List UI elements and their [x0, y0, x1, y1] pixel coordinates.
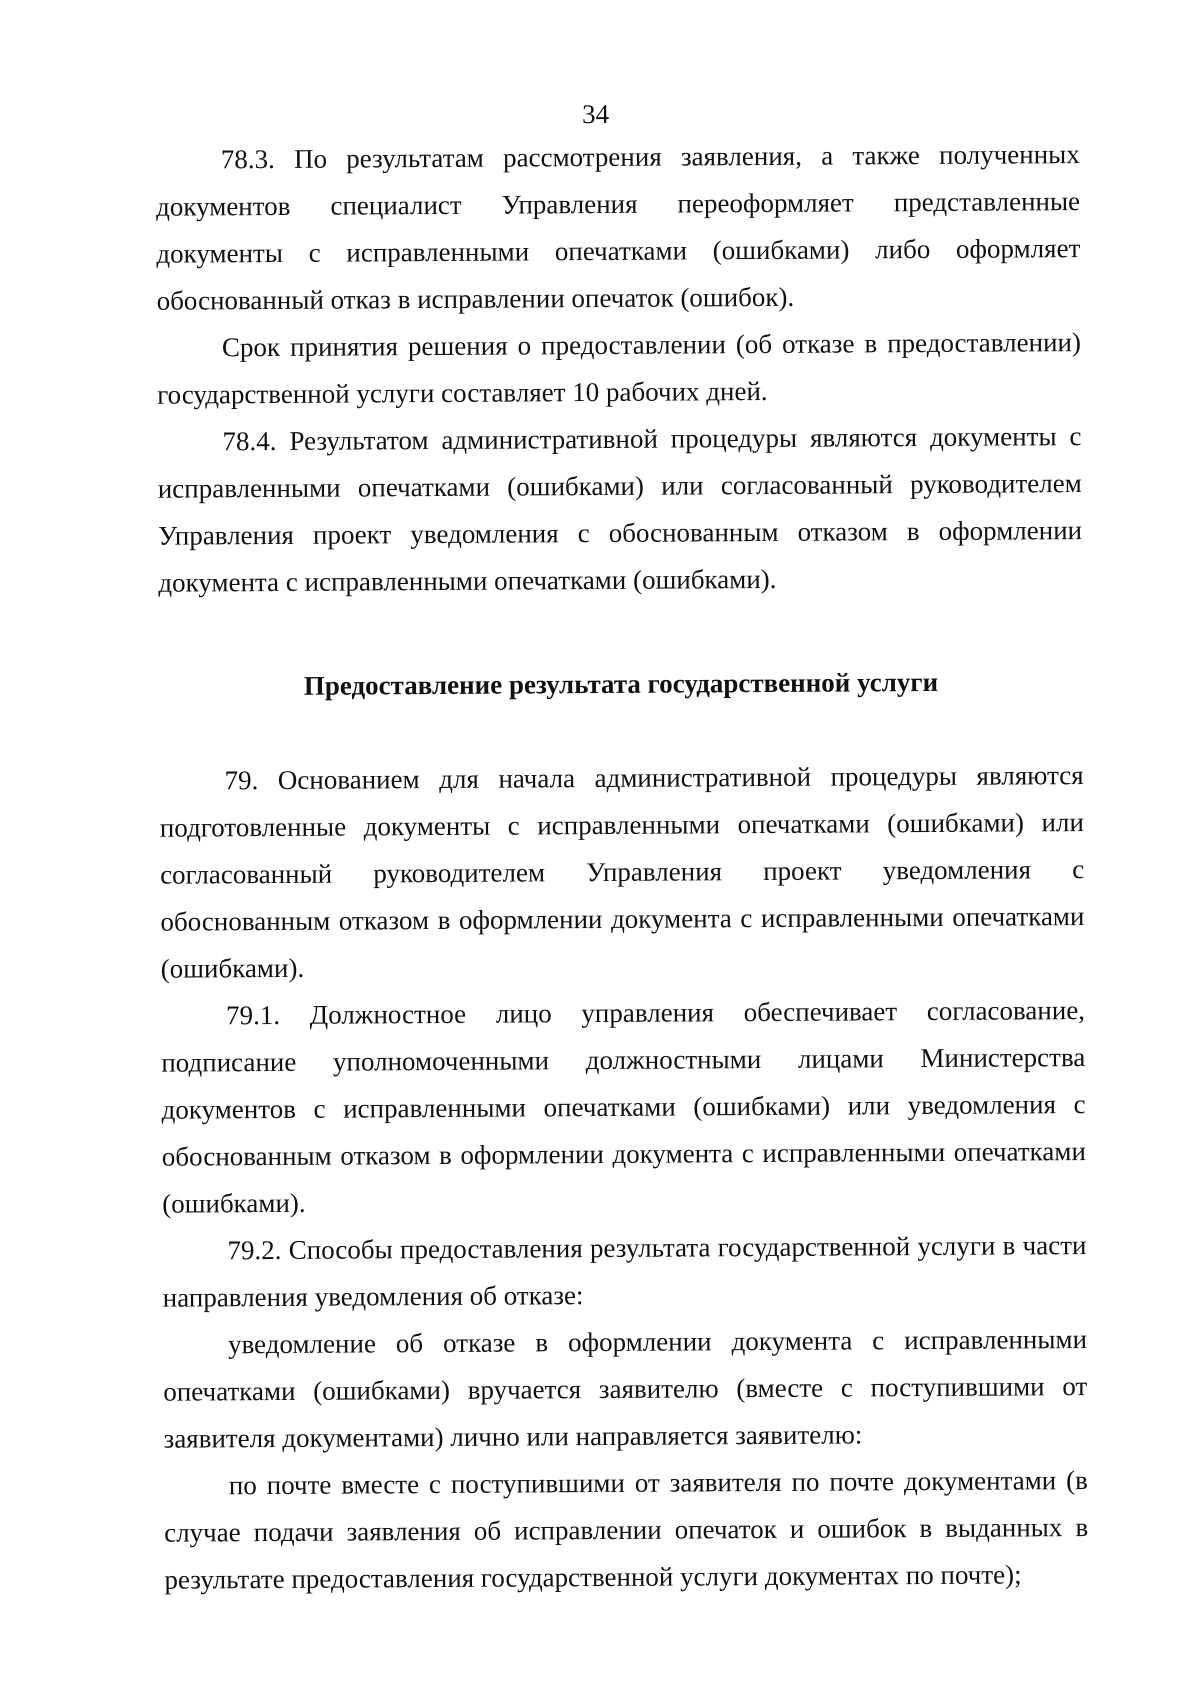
paragraph-by-mail: по почте вместе с поступившими от заявителя по почте документами (в случае подачи заявления об исправлении опечаток и ошибок в выданных в результате предоставления государственной услуги документах по почте);	[164, 1465, 1089, 1595]
section-heading: Предоставление результата государственной услуги	[303, 666, 939, 701]
paragraph-79-2: 79.2. Способы предоставления результата государственной услуги в части направления уведомления об отказе:	[162, 1230, 1087, 1313]
paragraph-refusal-notice: уведомление об отказе в оформлении документа с исправленными опечатками (ошибками) вручается заявителю (вместе с поступившими от заявителя документами) лично или направляется заявителю:	[163, 1324, 1088, 1454]
paragraph-78-3: 78.3. По результатам рассмотрения заявления, а также полученных документов специалист Управления переоформляет представленные документы с исправленными опечатками (ошибками) либо оформляет обоснованный отказ в исправлении опечаток (ошибок).	[155, 139, 1081, 316]
document-body	[156, 131, 1089, 1604]
page-number: 34	[581, 98, 610, 130]
paragraph-78-4: 78.4. Результатом административной процедуры являются документы с исправленными опечатками (ошибками) или согласованный руководителем Управления проект уведомления с обоснованным отказом в оформлении документа с исправленными опечатками (ошибками).	[157, 421, 1083, 598]
paragraph-decision-term: Срок принятия решения о предоставлении (об отказе в предоставлении) государственной услуги составляет 10 рабочих дней.	[157, 327, 1082, 410]
paragraph-79: 79. Основанием для начала административной процедуры являются подготовленные документы с исправленными опечатками (ошибками) или согласованный руководителем Управления проект уведомления с обоснованным отказом в оформлении документа с исправленными опечатками (ошибками).	[159, 760, 1085, 984]
paragraph-79-1: 79.1. Должностное лицо управления обеспечивает согласование, подписание уполномоченными должностными лицами Министерства документов с исправленными опечатками (ошибками) или уведомления с обоснованным отказом в оформлении документа с исправленными опечатками (ошибками).	[161, 995, 1086, 1219]
